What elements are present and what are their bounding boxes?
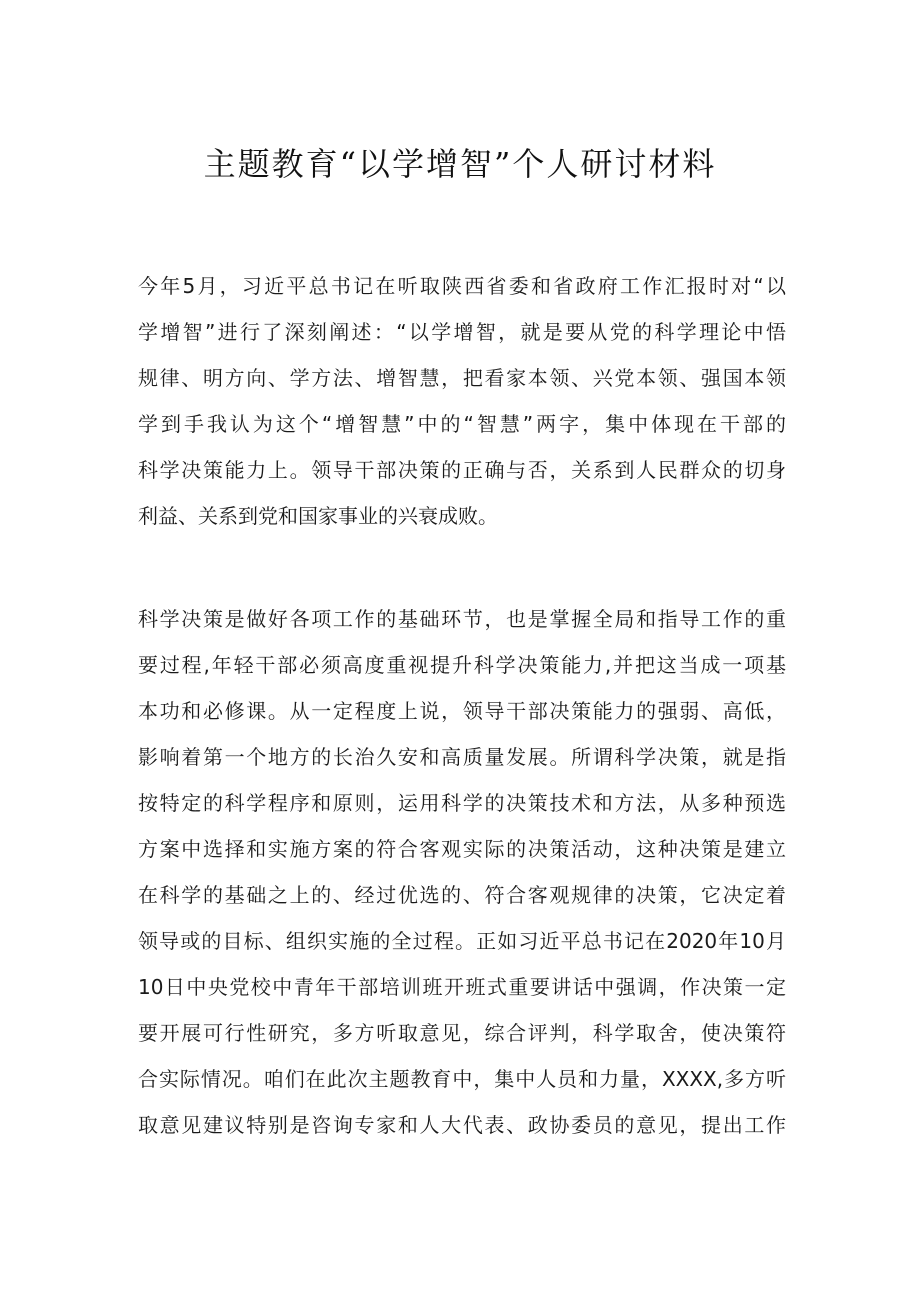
paragraph-2-line-2: 要过程,年轻干部必须高度重视提升科学决策能力,并把这当成一项基: [138, 653, 786, 677]
paragraph-2-line-7: 在科学的基础之上的、经过优选的、符合客观规律的决策，它决定着: [138, 883, 786, 907]
paragraph-1-line-2: 学增智”进行了深刻阐述：“以学增智，就是要从党的科学理论中悟: [138, 320, 786, 344]
document-title: 主题教育“以学增智”个人研讨材料: [203, 145, 717, 183]
paragraph-2-line-5: 按特定的科学程序和原则，运用科学的决策技术和方法，从多种预选: [138, 791, 786, 815]
paragraph-2-line-8: 领导或的目标、组织实施的全过程。正如习近平总书记在2020年10月: [138, 929, 786, 953]
paragraph-2-line-1: 科学决策是做好各项工作的基础环节，也是掌握全局和指导工作的重: [138, 607, 786, 631]
paragraph-2-line-11: 合实际情况。咱们在此次主题教育中，集中人员和力量，XXXX,多方听: [138, 1067, 786, 1091]
paragraph-1-line-6: 利益、关系到党和国家事业的兴衰成败。: [138, 504, 498, 528]
paragraph-2-line-12: 取意见建议特别是咨询专家和人大代表、政协委员的意见，提出工作: [138, 1113, 786, 1137]
paragraph-2-line-6: 方案中选择和实施方案的符合客观实际的决策活动，这种决策是建立: [138, 837, 786, 861]
paragraph-2-line-3: 本功和必修课。从一定程度上说，领导干部决策能力的强弱、高低，: [138, 699, 786, 723]
paragraph-1-line-5: 科学决策能力上。领导干部决策的正确与否，关系到人民群众的切身: [138, 458, 786, 482]
paragraph-1-line-3: 规律、明方向、学方法、增智慧，把看家本领、兴党本领、强国本领: [138, 366, 786, 390]
paragraph-2-line-9: 10日中央党校中青年干部培训班开班式重要讲话中强调，作决策一定: [138, 975, 786, 999]
paragraph-1-line-4: 学到手我认为这个“增智慧”中的“智慧”两字，集中体现在干部的: [138, 412, 786, 436]
paragraph-2-line-4: 影响着第一个地方的长治久安和高质量发展。所谓科学决策，就是指: [138, 745, 786, 769]
paragraph-1-line-1: 今年5月，习近平总书记在听取陕西省委和省政府工作汇报时对“以: [138, 274, 786, 298]
paragraph-2-line-10: 要开展可行性研究，多方听取意见，综合评判，科学取舍，使决策符: [138, 1021, 786, 1045]
